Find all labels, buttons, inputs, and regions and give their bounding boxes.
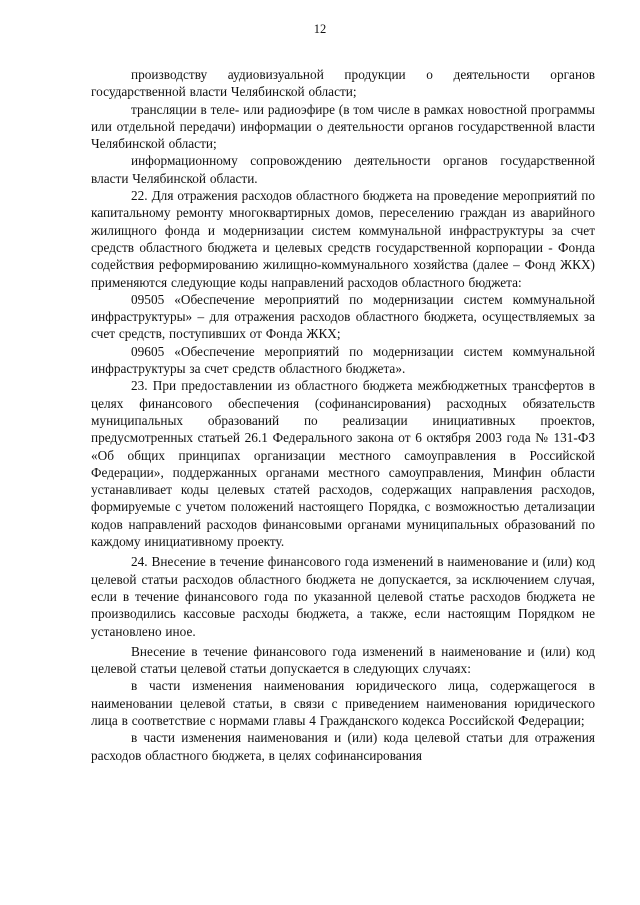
paragraph: 09505 «Обеспечение мероприятий по модернизации систем коммунальной инфраструктуры» – для отражения расходов областного бюджета, осуществляемых за счет средств, поступивших от Фонда ЖКХ; <box>91 291 595 342</box>
paragraph: в части изменения наименования и (или) кода целевой статьи для отражения расходов областного бюджета, в целях софинансирования <box>91 730 595 763</box>
paragraph: производству аудиовизуальной продукции о деятельности органов государственной власти Челябинской области; <box>91 67 595 100</box>
paragraph: информационному сопровождению деятельности органов государственной власти Челябинской области. <box>91 153 595 186</box>
document-body <box>91 66 595 764</box>
page-number: 12 <box>313 22 327 36</box>
paragraph: Внесение в течение финансового года изменений в наименование и (или) код целевой статьи целевой статьи допускается в следующих случаях: <box>91 643 595 677</box>
paragraph-22: 22. Для отражения расходов областного бюджета на проведение мероприятий по капитальному ремонту многоквартирных домов, переселению граждан из аварийного жилищного фонда и модернизации систем коммунальной инфраструктуры за счет средств областного бюджета и целевых средств государственной корпорации - Фонда содействия реформированию жилищно-коммунального хозяйства (далее – Фонд ЖКХ) применяются следующие коды направлений расходов областного бюджета: <box>91 188 595 290</box>
paragraph: 09605 «Обеспечение мероприятий по модернизации систем коммунальной инфраструктуры за счет средств областного бюджета». <box>91 343 595 377</box>
paragraph: в части изменения наименования юридического лица, содержащегося в наименовании целевой статьи, в связи с приведением наименования юридического лица в соответствие с нормами главы 4 Гражданского кодекса Российской Федерации; <box>91 678 595 728</box>
paragraph-24: 24. Внесение в течение финансового года изменений в наименование и (или) код целевой статьи расходов областного бюджета не допускается, за исключением случая, если в течение финансового года по указанной целевой статье расходов бюджета не производились кассовые расходы бюджета, а также, если настоящим Порядком не установлено иное. <box>91 554 595 639</box>
paragraph: трансляции в теле- или радиоэфире (в том числе в рамках новостной программы или отдельной передачи) информации о деятельности органов государственной власти Челябинской области; <box>91 101 595 152</box>
paragraph-23: 23. При предоставлении из областного бюджета межбюджетных трансфертов в целях финансового обеспечения (софинансирования) расходных обязательств муниципальных образований по реализации инициативных проектов, предусмотренных статьей 26.1 Федерального закона от 6 октября 2003 года № 131-ФЗ «Об общих принципах организации местного самоуправления в Российской Федерации», поддержанных органами местного самоуправления, Минфин области устанавливает коды целевых статей расходов, содержащих направления расходов, формируемые с учетом положений настоящего Порядка, с возможностью детализации кодов направлений расходов финансовыми органами муниципальных образований по каждому инициативному проекту. <box>91 378 595 550</box>
